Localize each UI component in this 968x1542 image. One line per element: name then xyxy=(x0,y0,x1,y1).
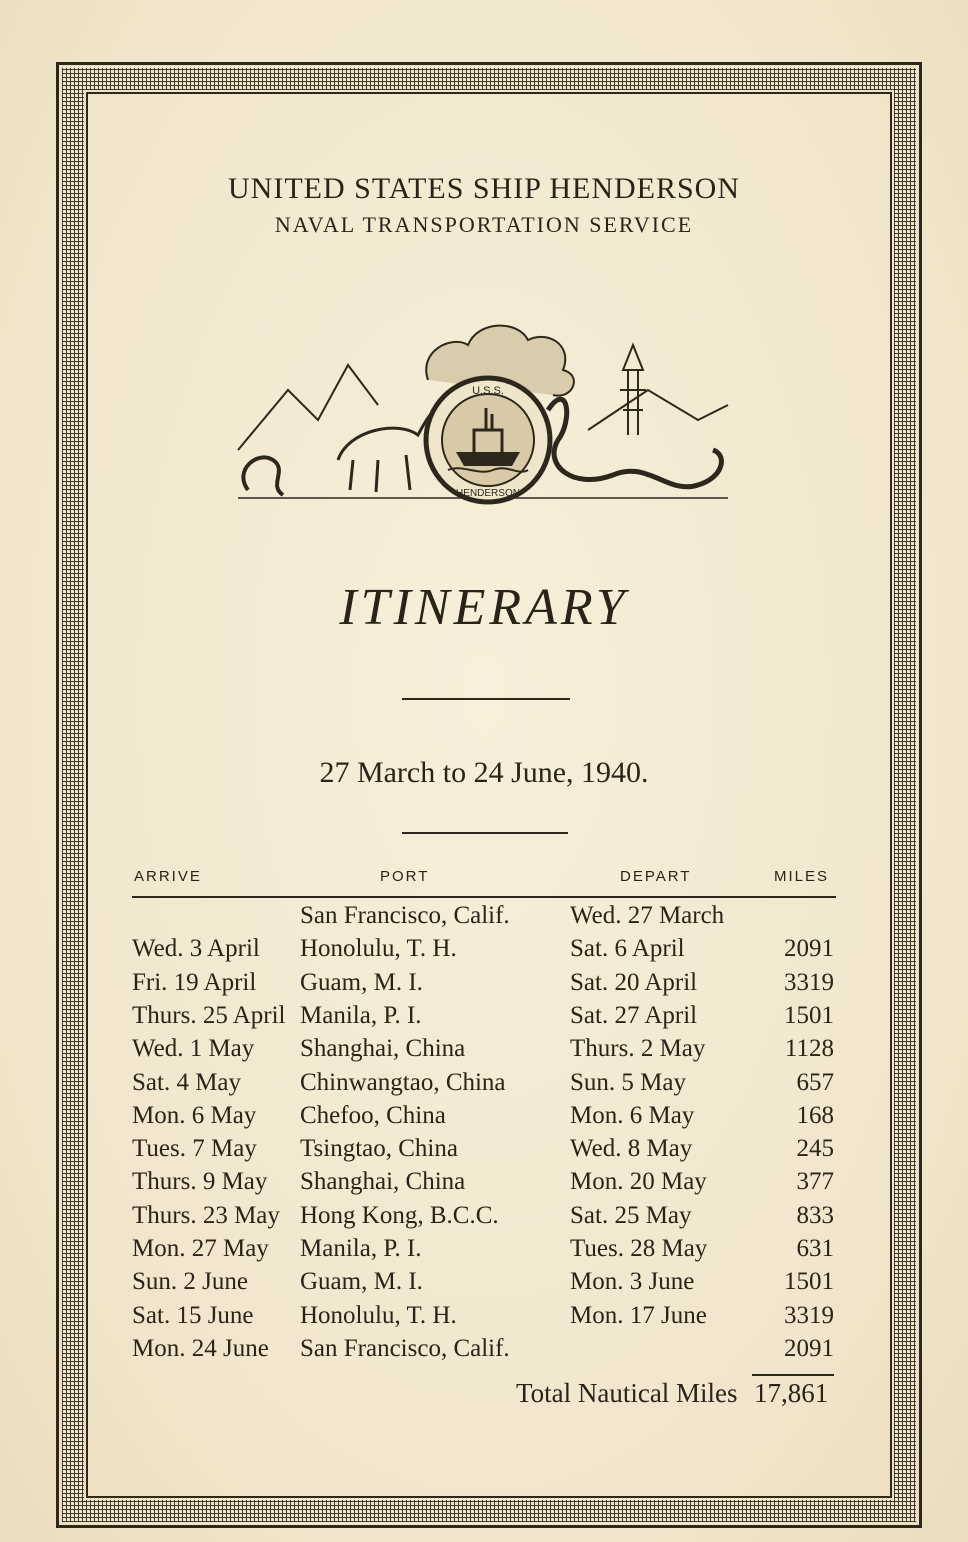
total-label: Total Nautical Miles xyxy=(516,1378,738,1408)
depart-cell: Thurs. 2 May xyxy=(570,1035,706,1063)
miles-cell: 168 xyxy=(796,1101,834,1129)
emblem-ring-top: U.S.S. xyxy=(472,385,504,397)
table-row xyxy=(0,1302,968,1335)
itinerary-title: ITINERARY xyxy=(339,579,629,636)
date-range: 27 March to 24 June, 1940. xyxy=(319,756,649,789)
table-row xyxy=(0,1235,968,1268)
miles-cell: 245 xyxy=(796,1135,834,1163)
arrive-cell: Sat. 15 June xyxy=(132,1301,254,1329)
arrive-cell: Fri. 19 April xyxy=(132,968,257,996)
table-row xyxy=(0,1102,968,1135)
depart-cell: Wed. 8 May xyxy=(570,1135,693,1163)
table-row xyxy=(0,1069,968,1102)
arrive-cell: Sat. 4 May xyxy=(132,1068,242,1096)
port-cell: Chefoo, China xyxy=(300,1101,446,1129)
miles-cell: 631 xyxy=(796,1235,834,1262)
port-cell: San Francisco, Calif. xyxy=(300,1334,510,1362)
depart-cell: Sun. 5 May xyxy=(570,1068,686,1096)
arrive-cell: Mon. 24 June xyxy=(132,1334,269,1362)
arrive-cell: Thurs. 23 May xyxy=(132,1201,280,1229)
port-cell: Manila, P. I. xyxy=(300,1235,422,1262)
table-row xyxy=(0,969,968,1002)
table-row xyxy=(0,1002,968,1035)
miles-cell: 3319 xyxy=(784,1301,834,1329)
total-value: 17,861 xyxy=(754,1378,829,1408)
port-cell: Manila, P. I. xyxy=(300,1001,422,1029)
miles-cell: 2091 xyxy=(784,1334,834,1362)
miles-cell: 377 xyxy=(796,1168,834,1196)
miles-cell: 1128 xyxy=(784,1035,834,1063)
depart-cell: Sat. 20 April xyxy=(570,968,698,996)
arrive-cell: Wed. 3 April xyxy=(132,935,260,963)
port-cell: Guam, M. I. xyxy=(300,1268,423,1296)
port-cell: Honolulu, T. H. xyxy=(300,935,457,963)
divider-rule-1 xyxy=(402,698,570,700)
depart-cell: Sat. 25 May xyxy=(570,1201,692,1229)
arrive-cell: Thurs. 9 May xyxy=(132,1168,268,1196)
arrive-cell: Tues. 7 May xyxy=(132,1135,257,1163)
port-cell: Guam, M. I. xyxy=(300,968,423,996)
depart-cell: Mon. 3 June xyxy=(570,1268,695,1296)
table-row xyxy=(0,1335,968,1368)
port-cell: Chinwangtao, China xyxy=(300,1068,506,1096)
total-rule xyxy=(752,1374,834,1376)
depart-cell: Sat. 6 April xyxy=(570,935,685,963)
arrive-cell: Mon. 6 May xyxy=(132,1101,257,1129)
arrive-cell: Sun. 2 June xyxy=(132,1268,248,1296)
port-cell: Shanghai, China xyxy=(300,1035,466,1063)
header-rule xyxy=(132,896,836,898)
port-cell: Hong Kong, B.C.C. xyxy=(300,1201,499,1229)
table-row xyxy=(0,1168,968,1201)
port-cell: Honolulu, T. H. xyxy=(300,1301,457,1329)
depart-cell: Mon. 6 May xyxy=(570,1101,695,1129)
miles-cell: 3319 xyxy=(784,968,834,996)
table-row xyxy=(0,1135,968,1168)
depart-cell: Tues. 28 May xyxy=(570,1235,708,1262)
depart-cell: Mon. 20 May xyxy=(570,1168,707,1196)
column-header-depart: DEPART xyxy=(620,868,692,885)
miles-cell: 1501 xyxy=(784,1268,834,1296)
miles-cell: 833 xyxy=(796,1201,834,1229)
table-row xyxy=(0,902,968,935)
column-header-miles: MILES xyxy=(774,868,830,885)
arrive-cell: Thurs. 25 April xyxy=(132,1001,286,1029)
emblem-ring-bottom: HENDERSON xyxy=(456,488,520,499)
column-header-arrive: ARRIVE xyxy=(134,868,202,885)
miles-cell: 1501 xyxy=(784,1001,834,1029)
divider-rule-2 xyxy=(402,832,568,834)
table-row xyxy=(0,1035,968,1068)
service-subheading: NAVAL TRANSPORTATION SERVICE xyxy=(274,212,694,237)
port-cell: Shanghai, China xyxy=(300,1168,466,1196)
table-row xyxy=(0,935,968,968)
ship-emblem-icon xyxy=(228,310,738,510)
table-row xyxy=(0,1202,968,1235)
miles-cell: 2091 xyxy=(784,935,834,963)
depart-cell: Sat. 27 April xyxy=(570,1001,698,1029)
port-cell: Tsingtao, China xyxy=(300,1135,458,1163)
miles-cell: 657 xyxy=(796,1068,834,1096)
depart-cell: Wed. 27 March xyxy=(570,902,725,929)
arrive-cell: Mon. 27 May xyxy=(132,1235,269,1262)
depart-cell: Mon. 17 June xyxy=(570,1301,707,1329)
ship-name-heading: UNITED STATES SHIP HENDERSON xyxy=(228,172,740,205)
table-row xyxy=(0,1268,968,1301)
column-header-port: PORT xyxy=(380,868,430,885)
port-cell: San Francisco, Calif. xyxy=(300,902,510,929)
arrive-cell: Wed. 1 May xyxy=(132,1035,255,1063)
